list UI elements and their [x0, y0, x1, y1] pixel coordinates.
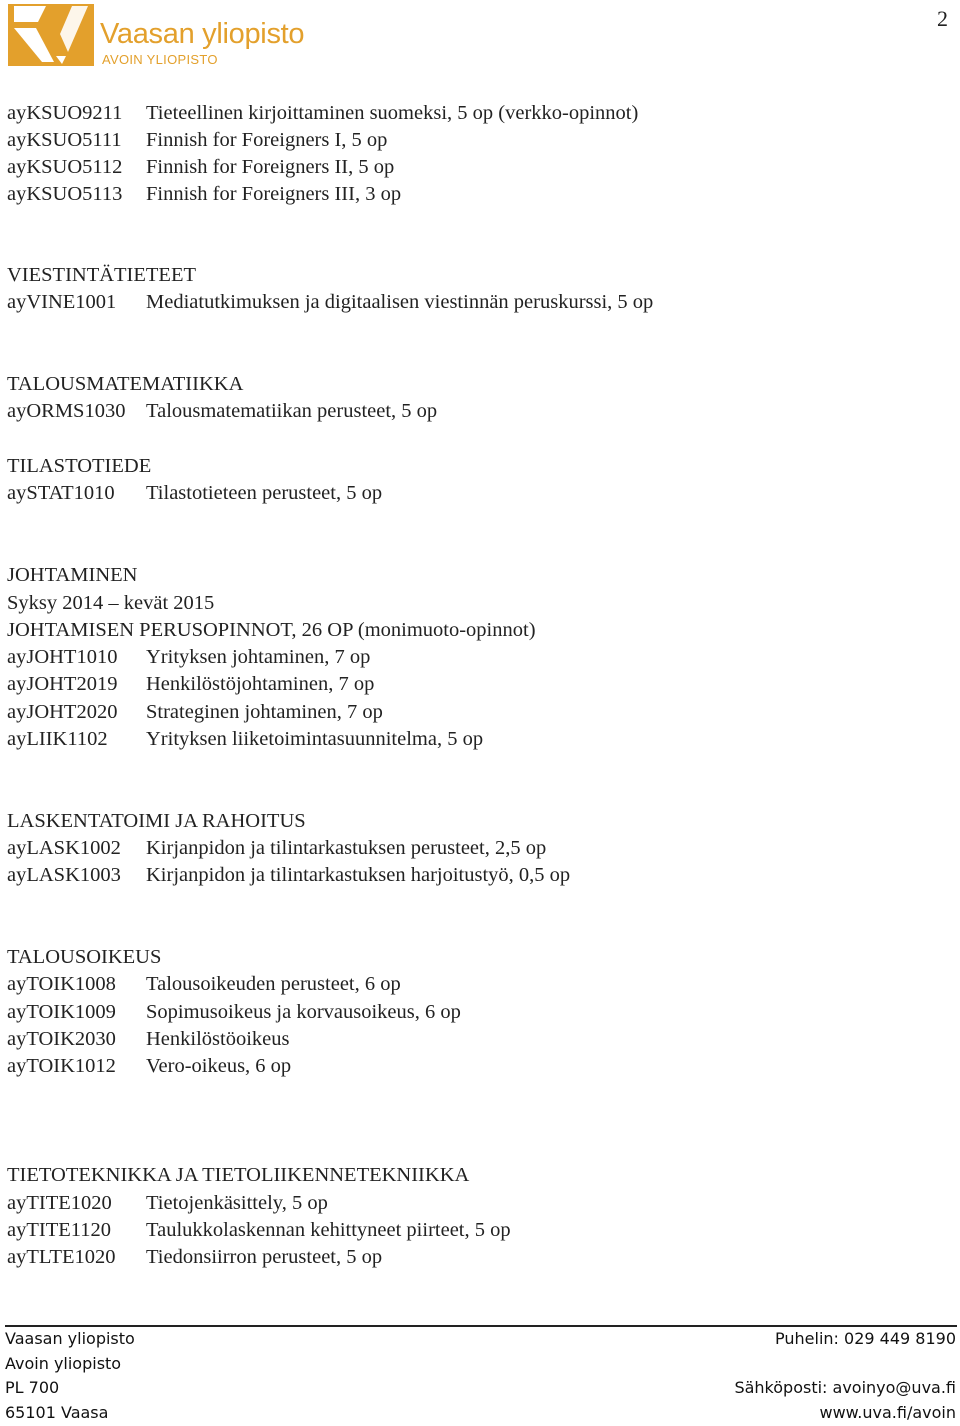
logo-subtitle: AVOIN YLIOPISTO: [102, 52, 218, 67]
logo-mark-icon: [8, 4, 94, 66]
course-name: Tietojenkäsittely, 5 op: [146, 1192, 328, 1214]
course-line: [7, 181, 401, 208]
course-line: [7, 971, 401, 998]
course-line: [7, 1190, 328, 1217]
footer-unit: Avoin yliopisto: [5, 1353, 122, 1373]
course-line: [7, 644, 370, 671]
course-code: ayKSUO5113: [7, 183, 123, 205]
course-code: ayORMS1030: [7, 400, 126, 422]
footer-website-link[interactable]: www.uva.fi/avoin: [819, 1402, 956, 1422]
course-line: [7, 127, 387, 154]
footer-address: [5, 1327, 135, 1425]
footer-phone: Puhelin: 029 449 8190: [775, 1329, 956, 1348]
section-heading: LASKENTATOIMI JA RAHOITUS: [7, 810, 306, 832]
section-heading: TALOUSMATEMATIIKKA: [7, 373, 244, 395]
course-name: Tilastotieteen perusteet, 5 op: [146, 482, 383, 504]
course-name: Taulukkolaskennan kehittyneet piirteet, 5 op: [146, 1219, 511, 1241]
course-name: Kirjanpidon ja tilintarkastuksen harjoitustyö, 0,5 op: [146, 864, 571, 886]
course-code: ayTLTE1020: [7, 1246, 116, 1268]
footer-org: Vaasan yliopisto: [5, 1329, 135, 1348]
course-name: Finnish for Foreigners I, 5 op: [146, 129, 388, 151]
course-line: [7, 398, 437, 425]
footer-spacer: [734, 1352, 956, 1377]
course-name: Talousoikeuden perusteet, 6 op: [146, 973, 401, 995]
course-name: Henkilöstöoikeus: [146, 1028, 290, 1050]
course-line: [7, 835, 546, 862]
course-name: Talousmatematiikan perusteet, 5 op: [146, 400, 438, 422]
course-name: Strateginen johtaminen, 7 op: [146, 701, 383, 723]
footer-po-box: PL 700: [5, 1378, 60, 1397]
logo-name: Vaasan yliopisto: [100, 18, 305, 50]
course-line: [7, 862, 570, 889]
course-line: [7, 1053, 291, 1080]
footer-postal: 65101 Vaasa: [5, 1402, 109, 1422]
course-name: Sopimusoikeus ja korvausoikeus, 6 op: [146, 1001, 461, 1023]
course-code: ayTOIK1012: [7, 1055, 116, 1077]
course-line: [7, 671, 374, 698]
course-code: ayTITE1020: [7, 1192, 112, 1214]
course-line: [7, 100, 638, 127]
course-name: Finnish for Foreigners II, 5 op: [146, 156, 395, 178]
footer-email[interactable]: Sähköposti: avoinyo@uva.fi: [734, 1378, 956, 1397]
course-code: ayTOIK1008: [7, 973, 116, 995]
course-line: [7, 1244, 382, 1271]
course-code: ayLASK1002: [7, 837, 121, 859]
section-heading: TALOUSOIKEUS: [7, 946, 162, 968]
course-code: ayVINE1001: [7, 291, 117, 313]
section-subheading: Syksy 2014 – kevät 2015: [7, 592, 215, 614]
course-name: Finnish for Foreigners III, 3 op: [146, 183, 402, 205]
page-number: 2: [937, 6, 948, 31]
course-line: [7, 999, 461, 1026]
course-name: Yrityksen johtaminen, 7 op: [146, 646, 371, 668]
section-heading: VIESTINTÄTIETEET: [7, 264, 196, 286]
course-code: ayKSUO5111: [7, 129, 122, 151]
section-heading: JOHTAMINEN: [7, 564, 138, 586]
course-line: [7, 289, 653, 316]
course-line: [7, 699, 383, 726]
course-line: [7, 1026, 290, 1053]
section-heading: TILASTOTIEDE: [7, 455, 152, 477]
course-line: [7, 154, 394, 181]
section-heading: TIETOTEKNIKKA JA TIETOLIIKENNETEKNIIKKA: [7, 1164, 470, 1186]
course-name: Tiedonsiirron perusteet, 5 op: [146, 1246, 383, 1268]
footer-contact: [734, 1327, 956, 1425]
course-name: Tieteellinen kirjoittaminen suomeksi, 5 op (verkko-opinnot): [146, 102, 639, 124]
course-code: ayTOIK2030: [7, 1028, 116, 1050]
course-code: ayLIIK1102: [7, 728, 108, 750]
course-code: ayKSUO5112: [7, 156, 123, 178]
course-code: ayKSUO9211: [7, 102, 123, 124]
course-name: Yrityksen liiketoimintasuunnitelma, 5 op: [146, 728, 484, 750]
course-code: ayJOHT2020: [7, 701, 118, 723]
course-name: Kirjanpidon ja tilintarkastuksen perusteet, 2,5 op: [146, 837, 547, 859]
course-code: ayJOHT2019: [7, 673, 118, 695]
course-name: Henkilöstöjohtaminen, 7 op: [146, 673, 375, 695]
course-code: aySTAT1010: [7, 482, 115, 504]
course-line: [7, 480, 382, 507]
course-name: Mediatutkimuksen ja digitaalisen viestinnän peruskurssi, 5 op: [146, 291, 654, 313]
course-code: ayTOIK1009: [7, 1001, 116, 1023]
course-line: [7, 1217, 511, 1244]
course-line: [7, 726, 483, 753]
course-code: ayTITE1120: [7, 1219, 111, 1241]
university-logo: [8, 4, 318, 66]
course-code: ayJOHT1010: [7, 646, 118, 668]
course-name: Vero-oikeus, 6 op: [146, 1055, 292, 1077]
course-code: ayLASK1003: [7, 864, 121, 886]
section-subheading: JOHTAMISEN PERUSOPINNOT, 26 OP (monimuoto-opinnot): [7, 619, 536, 641]
